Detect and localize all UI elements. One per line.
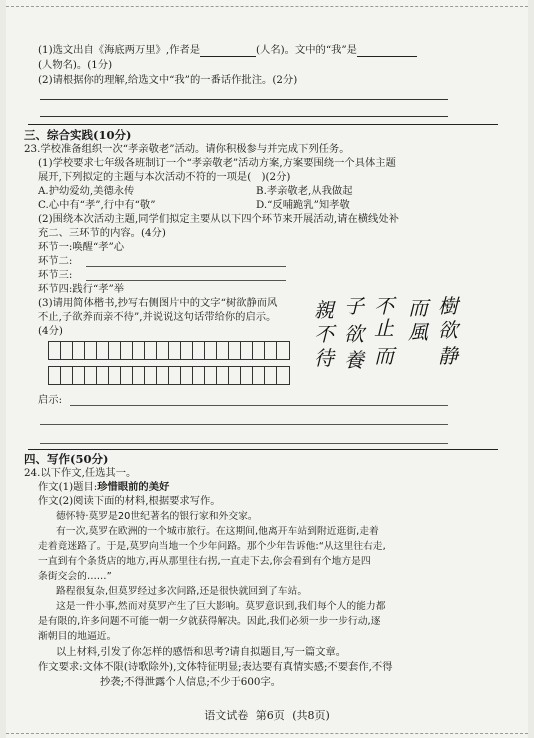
q23-p2a: (2)围绕本次活动主题,同学们拟定主要从以下四个环节来开展活动,请在横线处补 xyxy=(38,213,399,225)
footer-page: 第6页 xyxy=(255,709,285,722)
writing-grid-row-1[interactable] xyxy=(48,341,290,360)
insight-line[interactable] xyxy=(40,443,448,444)
q23-p3b: 不止,子欲养而亲不待”,并说说这句话带给你的启示。 xyxy=(38,311,277,323)
calligraphy-image: 親 不 待 子 欲 養 不 止 而 而 風 樹 欲 静 xyxy=(314,294,458,372)
insight-line[interactable] xyxy=(70,405,448,406)
author-blank[interactable] xyxy=(200,45,256,57)
step-4: 环节四:践行“孝”举 xyxy=(38,283,125,295)
writing-grid-row-2[interactable] xyxy=(48,366,290,385)
section-divider xyxy=(28,449,498,450)
q23-p1b: 展开,下列拟定的主题与本次活动不符的一项是( )(2分) xyxy=(38,171,291,183)
material-line: 条街交会的……” xyxy=(38,571,112,582)
option-d[interactable]: D.“反哺跪乳”知孝敬 xyxy=(256,199,350,211)
dashed-border-bottom xyxy=(6,733,528,734)
material-line: 路程很复杂,但莫罗经过多次问路,还是很快就回到了车站。 xyxy=(56,586,308,597)
q22-line2: (人物名)。(1分) xyxy=(38,59,113,71)
material-line: 走着竟迷路了。于是,莫罗向当地一个少年问路。那个少年告诉他:“从这里往右走, xyxy=(38,541,386,552)
q23-p3c: (4分) xyxy=(38,325,63,337)
writing-requirements-cont: 抄袭;不得泄露个人信息;不少于600字。 xyxy=(100,676,282,688)
footer-total: (共8页) xyxy=(292,709,330,722)
dashed-border-top xyxy=(6,6,528,7)
material-line: 渐朝目的地逼近。 xyxy=(38,631,117,642)
option-c[interactable]: C.心中有“孝”,行中有“敬” xyxy=(38,199,156,211)
option-b[interactable]: B.孝亲敬老,从我做起 xyxy=(256,185,353,197)
q23-p3a: (3)请用简体楷书,抄写右侧图片中的文字“树欲静而风 xyxy=(38,297,278,309)
material-line: 有一次,莫罗在欧洲的一个城市旅行。在这期间,他离开车站到附近逛街,走着 xyxy=(56,526,379,537)
q23-p2b: 充二、三环节的内容。(4分) xyxy=(38,227,166,239)
footer-subject: 语文试卷 xyxy=(204,709,249,722)
material-line: 一直到有个条货店的地方,再从那里往右拐,一直走下去,你会看到有个地方是四 xyxy=(38,556,371,567)
q22-line1: (1)选文出自《海底两万里》,作者是 (人名)。文中的“我”是 xyxy=(38,44,417,57)
character-blank[interactable] xyxy=(357,45,417,57)
material-line: 这是一件小事,然而对莫罗产生了巨大影响。莫罗意识到,我们每个人的能力都 xyxy=(56,601,386,612)
option-a[interactable]: A.护幼爱幼,美德永传 xyxy=(38,185,135,197)
answer-line[interactable] xyxy=(40,99,448,100)
composition-2: 作文(2)阅读下面的材料,根据要求写作。 xyxy=(38,495,221,507)
step-3: 环节三: xyxy=(38,269,73,281)
writing-prompt: 以上材料,引发了你怎样的感悟和思考?请自拟题目,写一篇文章。 xyxy=(56,646,347,658)
exam-page xyxy=(6,0,528,738)
answer-line[interactable] xyxy=(40,116,448,117)
step-2-blank[interactable] xyxy=(86,266,286,267)
step-2: 环节二: xyxy=(38,255,73,267)
insight-label: 启示: xyxy=(38,394,63,406)
page-footer xyxy=(6,707,528,723)
q23-stem: 23.学校准备组织一次“孝亲敬老”活动。请你积极参与并完成下列任务。 xyxy=(24,143,350,155)
step-3-blank[interactable] xyxy=(86,280,286,281)
writing-requirements: 作文要求:文体不限(诗歌除外),文体特征明显;表达要有真情实感;不要套作,不得 xyxy=(38,661,393,673)
q23-p1a: (1)学校要求七年级各班制订一个“孝亲敬老”活动方案,方案要围绕一个具体主题 xyxy=(38,157,396,169)
material-line: 是有限的,许多问题不可能一朝一夕就获得解决。因此,我们必须一步一步行动,逐 xyxy=(38,616,381,627)
section3-title: 三、综合实践(10分) xyxy=(24,128,132,142)
step-1: 环节一:唤醒“孝”心 xyxy=(38,241,125,253)
section-divider xyxy=(28,124,498,125)
composition-1-title: 珍惜眼前的美好 xyxy=(97,481,170,493)
insight-line[interactable] xyxy=(40,424,448,425)
material-line: 德怀特·莫罗是20世纪著名的银行家和外交家。 xyxy=(56,511,258,522)
q24-stem: 24.以下作文,任选其一。 xyxy=(24,467,137,479)
q22-line3: (2)请根据你的理解,给选文中“我”的一番话作批注。(2分) xyxy=(38,74,298,86)
section4-title: 四、写作(50分) xyxy=(24,452,109,466)
composition-1: 作文(1)题目:珍惜眼前的美好 xyxy=(38,481,170,493)
